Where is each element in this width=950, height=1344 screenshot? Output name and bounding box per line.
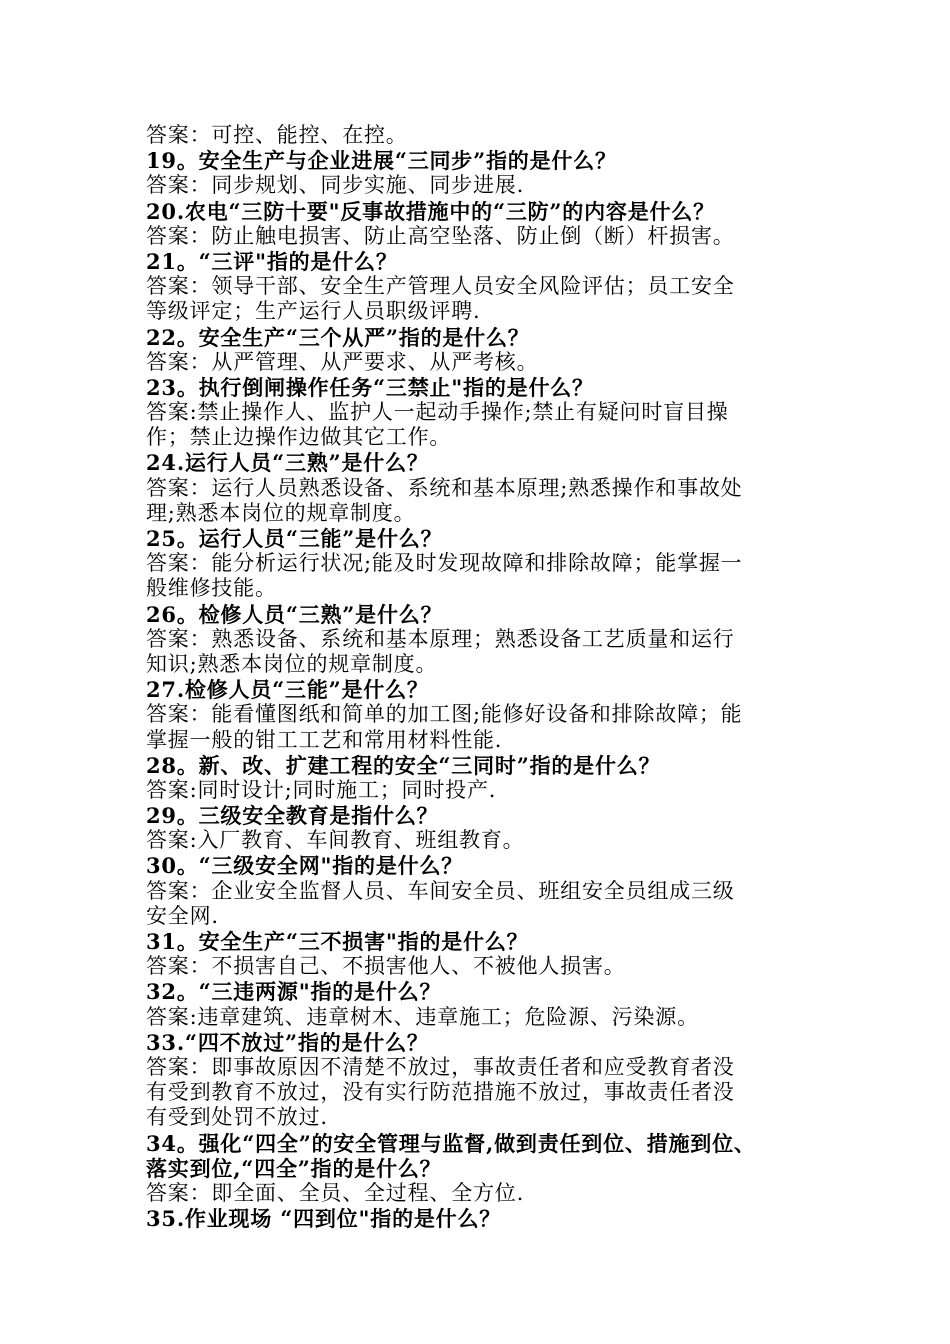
- answer-line: 答案：能看懂图纸和简单的加工图;能修好设备和排除故障；能: [146, 702, 743, 727]
- question-line: 29。三级安全教育是指什么？: [146, 803, 439, 829]
- answer-line: 有受到处罚不放过.: [146, 1105, 328, 1130]
- document-body: [146, 123, 816, 1231]
- answer-line: 答案：不损害自己、不损害他人、不被他人损害。: [146, 954, 626, 979]
- answer-line: 答案：即事故原因不清楚不放过，事故责任者和应受教育者没: [146, 1054, 735, 1079]
- answer-line: 答案：从严管理、从严要求、从严考核。: [146, 349, 539, 374]
- answer-line: 作；禁止边操作边做其它工作。: [146, 425, 452, 450]
- answer-line: 答案:入厂教育、车间教育、班组教育。: [146, 828, 525, 853]
- answer-line: 等级评定；生产运行人员职级评聘.: [146, 299, 481, 324]
- answer-line: 知识;熟悉本岗位的规章制度。: [146, 651, 438, 676]
- answer-line: 答案：企业安全监督人员、车间安全员、班组安全员组成三级: [146, 878, 735, 903]
- question-line: 34。强化“四全”的安全管理与监督,做到责任到位、措施到位、: [146, 1130, 756, 1156]
- question-line: 25。运行人员“三能”是什么？: [146, 526, 443, 551]
- answer-line: 答案：能分析运行状况;能及时发现故障和排除故障；能掌握一: [146, 551, 743, 576]
- answer-line: 有受到教育不放过，没有实行防范措施不放过，事故责任者没: [146, 1080, 735, 1105]
- answer-line: 答案：即全面、全员、全过程、全方位.: [146, 1180, 525, 1205]
- answer-line: 般维修技能。: [146, 576, 277, 601]
- question-line: 19。安全生产与企业进展“三同步”指的是什么？: [146, 148, 617, 174]
- question-line: 20.农电“三防十要"反事故措施中的“三防”的内容是什么？: [146, 198, 715, 224]
- answer-line: 掌握一般的钳工工艺和常用材料性能.: [146, 727, 503, 752]
- answer-line: 答案:禁止操作人、监护人一起动手操作;禁止有疑问时盲目操: [146, 400, 729, 425]
- answer-line: 答案：可控、能控、在控。: [146, 123, 408, 147]
- question-line: 21。“三评"指的是什么？: [146, 248, 398, 274]
- question-line: 24.运行人员“三熟”是什么？: [146, 450, 429, 476]
- question-line: 28。新、改、扩建工程的安全“三同时”指的是什么？: [146, 752, 661, 778]
- answer-line: 答案：防止触电损害、防止高空坠落、防止倒（断）杆损害。: [146, 223, 735, 248]
- question-line: 31。安全生产“三不损害"指的是什么？: [146, 929, 529, 954]
- answer-line: 理;熟悉本岗位的规章制度。: [146, 500, 416, 525]
- answer-line: 答案:同时设计;同时施工；同时投产.: [146, 777, 497, 802]
- answer-line: 答案：运行人员熟悉设备、系统和基本原理;熟悉操作和事故处: [146, 475, 743, 500]
- question-line: 27.检修人员“三能”是什么？: [146, 677, 429, 703]
- answer-line: 安全网.: [146, 903, 219, 928]
- question-line: 35.作业现场 “四到位"指的是什么？: [146, 1206, 502, 1232]
- answer-line: 答案:违章建筑、违章树木、违章施工；危险源、污染源。: [146, 1004, 699, 1029]
- question-line: 30。“三级安全网"指的是什么？: [146, 853, 464, 879]
- question-line: 26。检修人员“三熟”是什么？: [146, 601, 443, 627]
- answer-line: 答案：领导干部、安全生产管理人员安全风险评估；员工安全: [146, 274, 735, 299]
- question-line: 32。“三违两源"指的是什么？: [146, 979, 442, 1005]
- question-line: 22。安全生产“三个从严”指的是什么？: [146, 324, 530, 350]
- answer-line: 答案：熟悉设备、系统和基本原理；熟悉设备工艺质量和运行: [146, 626, 735, 651]
- question-line: 落实到位,“四全”指的是什么？: [146, 1155, 442, 1181]
- question-line: 33.“四不放过”指的是什么？: [146, 1029, 429, 1055]
- question-line: 23。执行倒闸操作任务“三禁止"指的是什么？: [146, 374, 594, 400]
- answer-line: 答案：同步规划、同步实施、同步进展.: [146, 173, 525, 198]
